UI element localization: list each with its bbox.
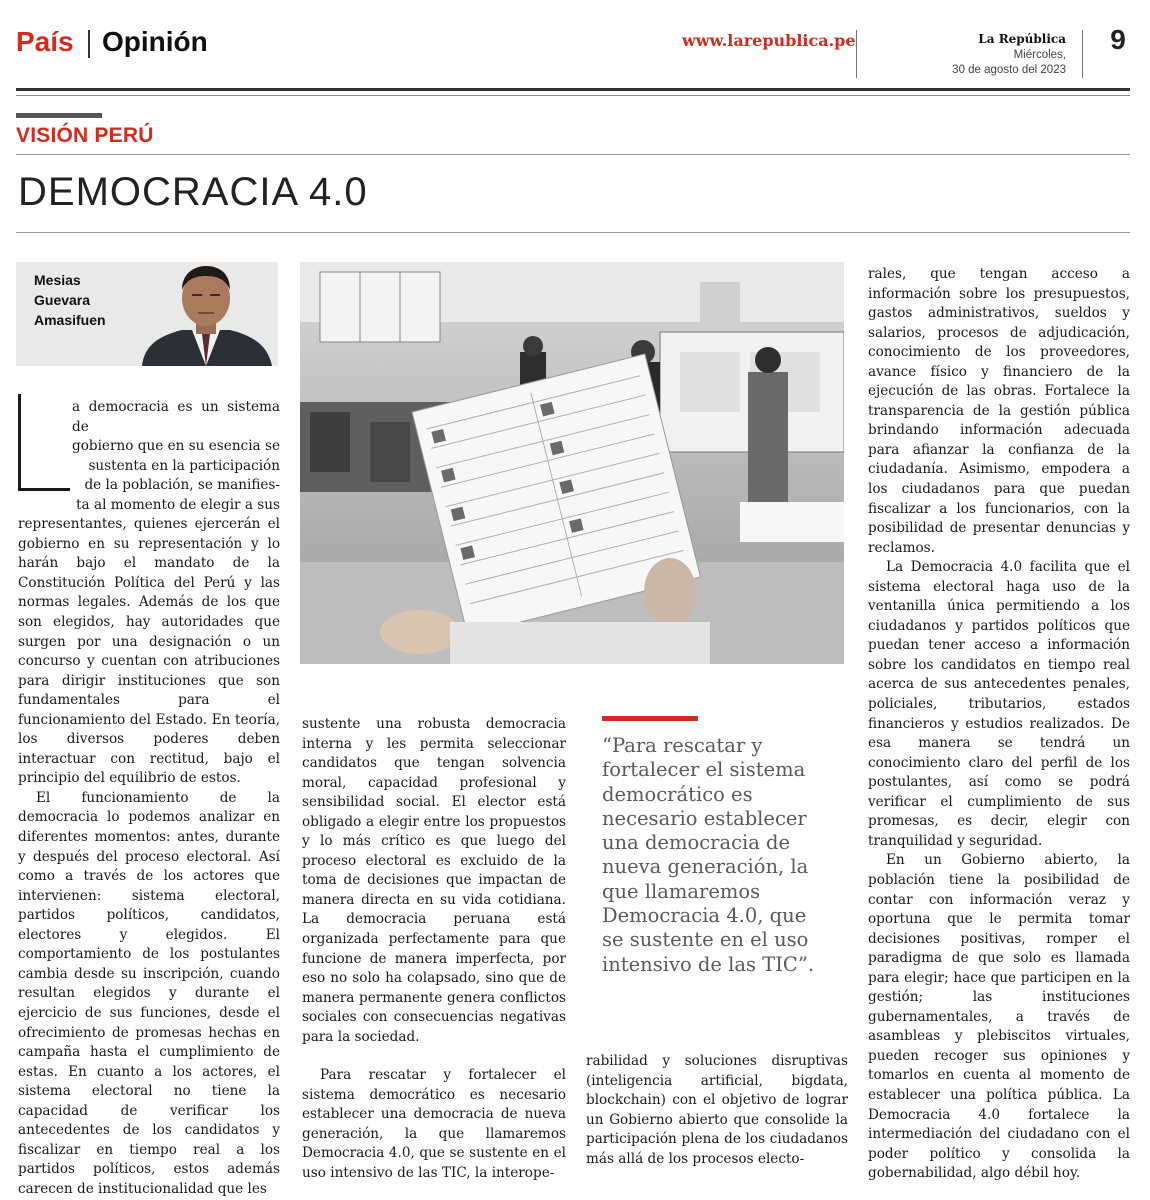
header-divider bbox=[856, 30, 857, 78]
page-number: 9 bbox=[1110, 24, 1126, 55]
subsection-label: Opinión bbox=[102, 26, 208, 57]
lead-paragraph-dropcap-lines bbox=[18, 398, 280, 515]
column-4 bbox=[868, 265, 1130, 1184]
header-rule bbox=[16, 88, 1130, 91]
body-paragraph: En un Gobierno abierto, la población tiene la posibilidad de contar con información veraz y oportuna que le permita tomar decisiones positivas, romper el paradigma de que solo es llamada para elegir; hace que participen en la gestión; las instituciones gubernamentales, a través de asambleas y plebiscitos virtuales, pueden recoger sus opiniones y tomarlos en cuenta al momento de establecer una política pública. La Democracia 4.0 fortalece la intermediación del ciudadano con el poder político y consolida la gobernabilidad, algo débil hoy. bbox=[868, 852, 1130, 1182]
author-portrait bbox=[134, 262, 278, 366]
column-1 bbox=[18, 398, 280, 1199]
header-divider bbox=[1082, 30, 1083, 78]
headline-rule bbox=[16, 232, 1130, 233]
website-link[interactable]: www.larepublica.pe bbox=[682, 31, 856, 50]
article-photo bbox=[300, 262, 844, 664]
pull-quote: “Para rescatar y fortalecer el sistema democrático es necesario establecer una democracia de nueva generación, la que llamaremos Democracia 4.0, que se sustente en el uso intensivo de las TIC”. bbox=[602, 734, 815, 976]
author-box bbox=[16, 262, 278, 366]
body-paragraph: Para rescatar y fortalecer el sistema democrático es necesario establecer una democracia de nueva generación, la que llamaremos Democracia 4.0, que se sustente en el uso intensivo de las TIC, la interope- bbox=[302, 1067, 566, 1182]
author-last-name: Amasifuen bbox=[34, 312, 106, 328]
pull-quote-bar bbox=[602, 716, 698, 721]
body-paragraph: rabilidad y soluciones disruptivas (inteligencia artificial, bigdata, blockchain) con el objetivo de lograr un Gobierno abierto que consolide la participación plena de los ciudadanos más allá de los procesos electo- bbox=[586, 1053, 848, 1167]
text-line: gobierno que en su esencia se bbox=[72, 438, 280, 455]
body-paragraph: representantes, quienes ejercerán el gobierno en su representación y lo harán bajo el mandato de la Constitución Política del Perú y las normas legales. Además de los que son elegidos, hay autoridades que surgen por una designación o un concurso y cuentan con atribuciones para dirigir instituciones que son fundamentales para el funcionamiento del Estado. En teoría, los diversos poderes deben interactuar con rectitud, bajo el principio del equilibrio de estos. bbox=[18, 516, 280, 787]
text-line: de la población, se manifies- bbox=[84, 477, 280, 494]
body-paragraph: rales, que tengan acceso a información sobre los presupuestos, gastos administrativos, sueldos y salarios, procesos de adjudicación, conocimiento de los proveedores, avance físico y financiero de la ejecución de las obras. Fortalece la transparencia de la gestión pública brindando información adecuada para afianzar la confianza de la ciudadanía. Asimismo, empodera a los ciudadanos para que puedan fiscalizar a los funcionarios, con la posibilidad de presentar denuncias y reclamos. bbox=[868, 266, 1130, 556]
text-line: ta al momento de elegir a sus bbox=[76, 496, 280, 513]
body-paragraph: El funcionamiento de la democracia lo podemos analizar en diferentes momentos: antes, durante y después del proceso electoral. Así como a través de los actores que intervienen: sistema electoral, partidos políticos, candidatos, electores y elegidos. El comportamiento de los postulantes cambia desde su inscripción, cuando resultan elegidos y durante el ejercicio de sus funciones, desde el ofrecimiento de promesas hechas en campaña hasta el cumplimiento de estas. En cuanto a los actores, el sistema electoral no tiene la capacidad de verificar los antecedentes de los candidatos y fiscalizar en tiempo real a los partidos políticos, estos además carecen de institucionalidad que les bbox=[18, 789, 280, 1197]
masthead-date bbox=[880, 32, 1066, 78]
body-paragraph: La Democracia 4.0 facilita que el sistema electoral haga uso de la ventanilla única permitiendo a los ciudadanos y partidos políticos que puedan tener acceso a información sobre los candidatos en tiempo real acerca de sus antecedentes penales, policiales, tributarios, estados financieros y estudios realizados. De esa manera se tendrá un conocimiento claro del perfil de los postulantes, así como se podrá verificar el cumplimiento de sus promesas, es decir, elegir con tranquilidad y seguridad. bbox=[868, 559, 1130, 849]
date: 30 de agosto del 2023 bbox=[952, 64, 1066, 76]
kicker-rule bbox=[16, 154, 1130, 155]
author-name bbox=[34, 270, 144, 330]
text-line: a democracia es un sistema de bbox=[72, 399, 280, 435]
kicker-bar bbox=[16, 113, 102, 118]
header-rule bbox=[16, 95, 1130, 96]
weekday: Miércoles, bbox=[1013, 49, 1066, 61]
newspaper-name: La República bbox=[978, 32, 1066, 46]
column-2 bbox=[302, 715, 566, 1184]
headline: DEMOCRACIA 4.0 bbox=[18, 170, 368, 214]
section-label: País bbox=[16, 26, 74, 57]
author-middle-name: Guevara bbox=[34, 292, 91, 308]
kicker: VISIÓN PERÚ bbox=[16, 124, 154, 147]
text-line: sustenta en la participación bbox=[88, 457, 280, 474]
body-paragraph: sustente una robusta democracia interna y les permita seleccionar candidatos que tengan solvencia moral, capacidad profesional y sensibilidad social. El elector está obligado a elegir entre los propuestos y lo más crítico es que luego del proceso electoral es excluido de la toma de decisiones que impactan de manera directa en su vida cotidiana. La democracia peruana está organizada perfectamente para que funcione de manera imperfecta, por eso no solo ha colapsado, sino que de manera permanente genera conflictos sociales con consecuencias negativas para la sociedad. bbox=[302, 716, 566, 1045]
section-divider bbox=[88, 30, 90, 58]
author-first-name: Mesias bbox=[34, 272, 81, 288]
column-3 bbox=[586, 1052, 848, 1169]
voting-classroom-illustration bbox=[300, 262, 844, 664]
